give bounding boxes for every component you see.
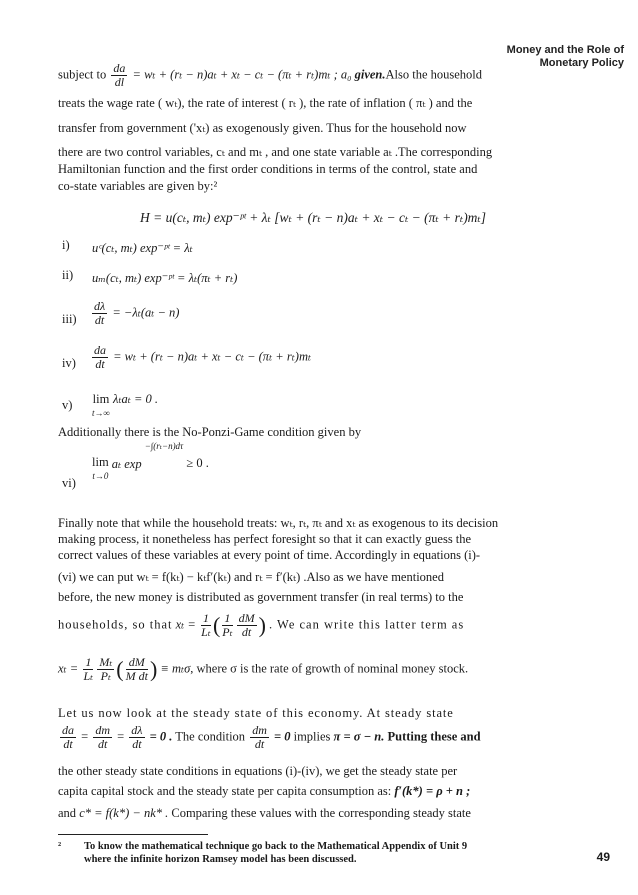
text-line: there are two control variables, cₜ and mₜ , and one state variable aₜ .The corresponding [58,145,493,159]
condition-expression: = −λₜ(aₜ − n) [112,305,180,320]
exponent: −∫(rₜ−n)dτ [144,441,184,451]
condition-expression-row [90,344,311,371]
text-line: co-state variables are given by:² [58,179,218,193]
paragraph-line: the other steady state conditions in equations (i)-(iv), we get the steady state per [58,764,458,778]
steady-state-intro: Let us now look at the steady state of this economy. At steady state [58,706,454,720]
page-number: 49 [596,850,610,864]
condition-expression: uᶜ(cₜ, mₜ) exp⁻ᵖᵗ = λₜ [92,241,193,255]
paragraph-line: making process, it nonetheless has perfect foresight so that it can exactly guess the [58,532,472,546]
steady-state-consumption-line: and c* = f(k*) − nk* . Comparing these values with the corresponding steady state [58,806,471,820]
footnote-mark: ² [58,841,62,852]
condition-expression: uₘ(cₜ, mₜ) exp⁻ᵖᵗ = λₜ(πₜ + rₜ) [92,271,238,285]
no-ponzi-text: Additionally there is the No-Ponzi-Game condition given by [58,425,362,439]
subject-to-line [58,62,482,89]
condition-expression: = wₜ + (rₜ − n)aₜ + xₜ − cₜ − (πₜ + rₜ)mₜ [113,349,312,364]
condition-label: vi) [62,476,76,490]
given-label: given. [354,67,386,82]
text-line: transfer from government ('xₜ) as exogenously given. Thus for the household now [58,121,467,135]
condition-label: iv) [62,356,76,370]
da-dl-fraction: $\frac{da}{dl}$ [113,61,126,89]
also-household-text: Also the household [385,67,483,82]
condition-expression-row [90,300,179,327]
subject-to-label: subject to [58,67,107,82]
paragraph-line: before, the new money is distributed as government transfer (in real terms) to the [58,590,464,604]
footnote-rule [58,834,208,835]
paragraph-line: (vi) we can put wₜ = f(kₜ) − kₜf′(kₜ) and rₜ = f′(kₜ) .Also as we have mentioned [58,570,444,584]
paragraph-line: correct values of these variables at every point of time. Accordingly in equations (i)- [58,548,481,562]
budget-equation: = wₜ + (rₜ − n)aₜ + xₜ − cₜ − (πₜ + rₜ)mₜ ; a₀ [132,67,352,82]
dlambda-dt-fraction: $\frac{d\lambda}{dt}$ [94,299,106,327]
condition-expression: λₜaₜ = 0 . [113,392,159,406]
condition-label: ii) [62,268,74,282]
xt-definition-line: xₜ = $\frac{1}{\text{Lₜ}}$ $\frac{\text{Mₜ}}{\text{Pₜ}}$ ( $\frac{dM}{\text{M dt}}$ ) ≡ mₜσ, where σ is the rate of growth of nominal money stock. [58,655,469,683]
footnote-text: To know the mathematical technique go back to the Mathematical Appendix of Unit 9 where the infinite horizon Ramsey model has been discussed. [84,841,468,865]
text-line: Hamiltonian function and the first order conditions in terms of the control, state and [58,162,478,176]
hamiltonian-equation: H = u(cₜ, mₜ) exp⁻ᵖᵗ + λₜ [wₜ + (rₜ − n)aₜ + xₜ − cₜ − (πₜ + rₜ)mₜ] [140,210,487,225]
condition-label: iii) [62,312,77,326]
condition-expression: aₜ exp [111,457,142,471]
condition-label: v) [62,398,73,412]
paragraph-line: Finally note that while the household treats: wₜ, rₜ, πₜ and xₜ as exogenous to its decision [58,516,499,530]
limit-operator: lim t→∞ [92,392,110,418]
da-dt-fraction: $\frac{da}{dt}$ [94,343,106,371]
condition-tail: ≥ 0 . [186,456,209,470]
steady-state-capital-line: capita capital stock and the steady state per capita consumption as: f′(k*) = ρ + n ; [58,784,471,798]
households-line: households, so that xₜ = $\frac{1}{\text{Lₜ}}$ ( $\frac{1}{\text{Pₜ}}$ $\frac{dM}{dt}$ ) . We can write this latter term as [58,611,465,639]
condition-label: i) [62,238,70,252]
steady-state-conditions-line: $\frac{da}{dt}$ = $\frac{dm}{dt}$ = $\frac{d\lambda}{dt}$ = 0 . The condition $\frac{dm}{dt}$ = 0 implies π = σ − n. Putting these and [62,723,481,751]
side-heading: Money and the Role of Monetary Policy [506,44,624,69]
condition-expression-row [92,392,158,420]
limit-operator: lim t→0 [92,455,109,481]
text-line: treats the wage rate ( wₜ), the rate of interest ( rₜ ), the rate of inflation ( πₜ ) and the [58,96,473,110]
